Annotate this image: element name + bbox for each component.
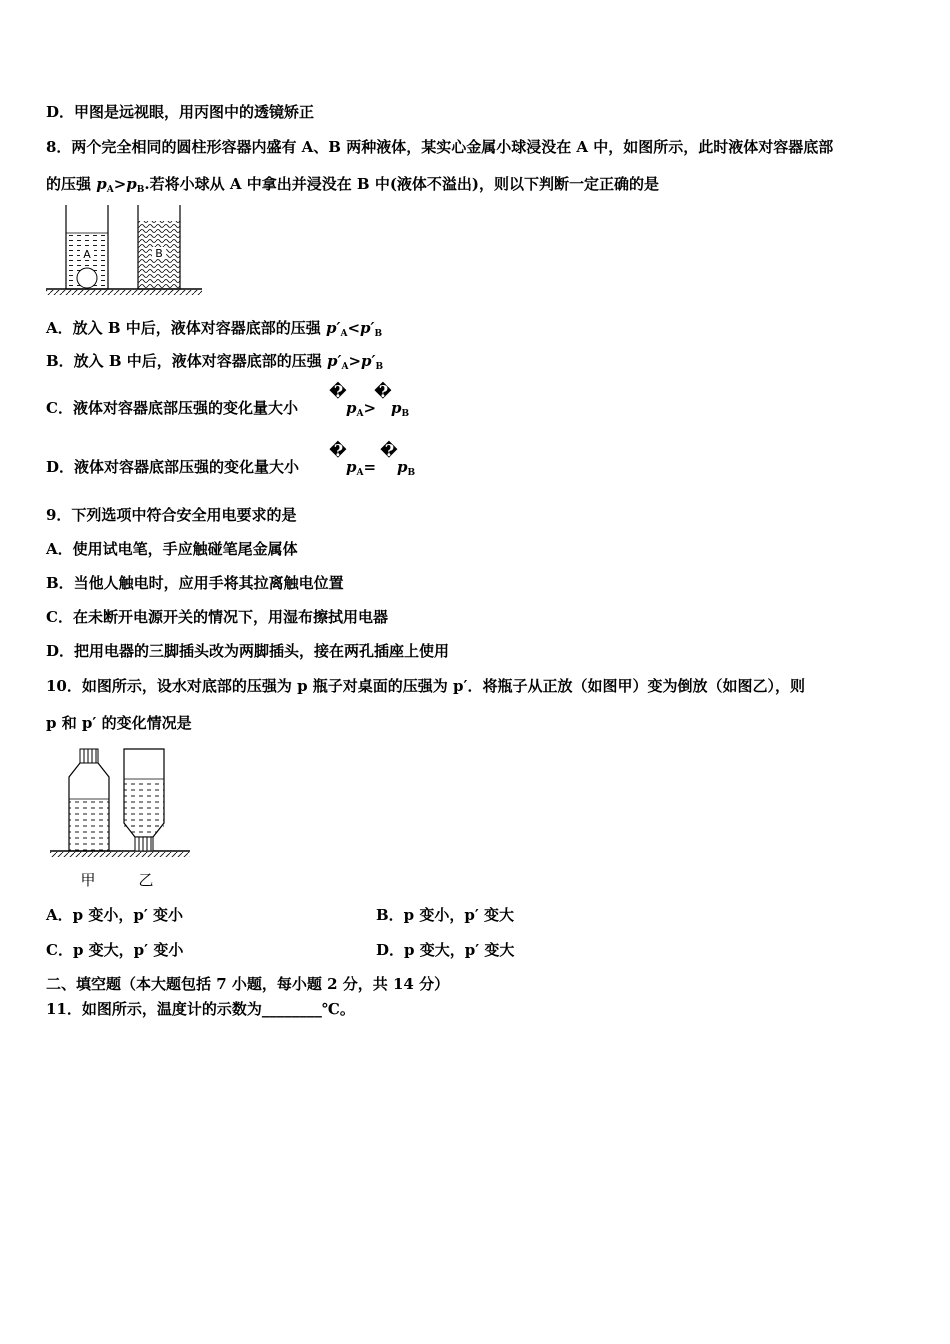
q8-stem-line1: 8．两个完全相同的圆柱形容器内盛有 A、B 两种液体，某实心金属小球浸没在 A 中，如图所示，此时液体对容器底部 <box>46 138 834 156</box>
q8-p-sym: p <box>96 175 107 193</box>
q9-stem: 9．下列选项中符合安全用电要求的是 <box>46 506 297 524</box>
q8-gt: > <box>113 175 127 193</box>
q8-sub-b: B <box>401 409 410 419</box>
q8-option-c: C．液体对容器底部压强的变化量大小 <box>46 399 298 417</box>
q8-stem-line2-b: .若将小球从 A 中拿出并浸没在 B 中(液体不溢出)，则以下判断一定正确的是 <box>144 175 660 193</box>
q8-eq: = <box>363 458 377 476</box>
q8-stem-line2-a: 的压强 <box>46 175 97 193</box>
q8-sub-b: B <box>374 329 383 339</box>
q8-option-a-prefix: A．放入 B 中后，液体对容器底部的压强 <box>46 319 326 337</box>
q8-missing-glyph: � <box>380 441 398 460</box>
q8-missing-glyph: � <box>329 441 347 460</box>
section2-heading: 二、填空题（本大题包括 7 小题，每小题 2 分，共 14 分） <box>46 975 450 993</box>
q8-gt: > <box>348 352 362 370</box>
q8-fig-label-a: A <box>83 248 91 261</box>
q10-option-b: B．p 变小，p′ 变大 <box>376 906 515 924</box>
q9-option-a: A．使用试电笔，手应触碰笔尾金属体 <box>46 540 298 558</box>
q11-answer-blank[interactable]: ________ <box>261 1000 322 1018</box>
q8-p-sym: p <box>391 399 402 417</box>
q9-option-c: C．在未断开电源开关的情况下，用湿布擦拭用电器 <box>46 608 388 626</box>
q8-metal-ball <box>77 268 97 288</box>
q9-option-b: B．当他人触电时，应用手将其拉离触电位置 <box>46 574 344 592</box>
q10-stem-line1: 10．如图所示，设水对底部的压强为 p 瓶子对桌面的压强为 p′．将瓶子从正放（如图甲）变为倒放（如图乙），则 <box>46 677 805 695</box>
q8-option-d-expr <box>346 457 376 483</box>
q8-option-b-prefix: B．放入 B 中后，液体对容器底部的压强 <box>46 352 328 370</box>
q8-p-sym: p <box>346 458 357 476</box>
q8-p-sym: p <box>126 175 137 193</box>
q11-unit: ℃。 <box>321 1000 355 1018</box>
q8-stem-line2 <box>46 174 659 200</box>
q8-sub-a: A <box>340 329 348 339</box>
q8-sub-a: A <box>356 409 364 419</box>
q8-p-prime: p′ <box>361 352 376 370</box>
q8-sub-b: B <box>136 185 145 195</box>
q8-gt: > <box>363 399 377 417</box>
q7-option-d: D．甲图是远视眼，用丙图中的透镜矫正 <box>46 103 315 121</box>
q8-option-b <box>46 351 383 377</box>
q10-fig-label-yi: 乙 <box>138 871 154 889</box>
q8-sub-a: A <box>106 185 114 195</box>
q8-sub-b: B <box>407 468 416 478</box>
q8-containers-figure <box>44 203 204 297</box>
q10-bottle-jia <box>69 749 109 851</box>
q10-fig-label-jia: 甲 <box>80 871 96 889</box>
q8-sub-b: B <box>375 362 384 372</box>
q8-sub-a: A <box>341 362 349 372</box>
q11-stem-prefix: 11．如图所示，温度计的示数为 <box>46 1000 262 1018</box>
q10-option-d: D．p 变大，p′ 变大 <box>376 941 515 959</box>
q8-p-sym: p <box>346 399 357 417</box>
q8-p-sym: p <box>397 458 408 476</box>
q8-option-c-expr-b <box>391 398 409 424</box>
q8-option-a <box>46 318 382 344</box>
q8-option-c-expr <box>346 398 376 424</box>
q8-missing-glyph: � <box>329 382 347 401</box>
q8-missing-glyph: � <box>374 382 392 401</box>
q8-lt: < <box>347 319 361 337</box>
q9-option-d: D．把用电器的三脚插头改为两脚插头，接在两孔插座上使用 <box>46 642 450 660</box>
q11-stem <box>46 999 355 1019</box>
q8-option-d: D．液体对容器底部压强的变化量大小 <box>46 458 300 476</box>
q8-p-prime: p′ <box>326 319 341 337</box>
q10-bottle-yi <box>124 749 164 851</box>
q10-stem-line2: p 和 p′ 的变化情况是 <box>46 714 192 732</box>
q8-p-prime: p′ <box>360 319 375 337</box>
q10-option-a: A．p 变小，p′ 变小 <box>46 906 184 924</box>
q8-fig-label-b: B <box>155 247 163 260</box>
q10-option-c: C．p 变大，p′ 变小 <box>46 941 184 959</box>
q10-bottles-figure <box>50 745 192 895</box>
q8-p-prime: p′ <box>327 352 342 370</box>
q8-sub-a: A <box>356 468 364 478</box>
q8-option-d-expr-b <box>397 457 415 483</box>
